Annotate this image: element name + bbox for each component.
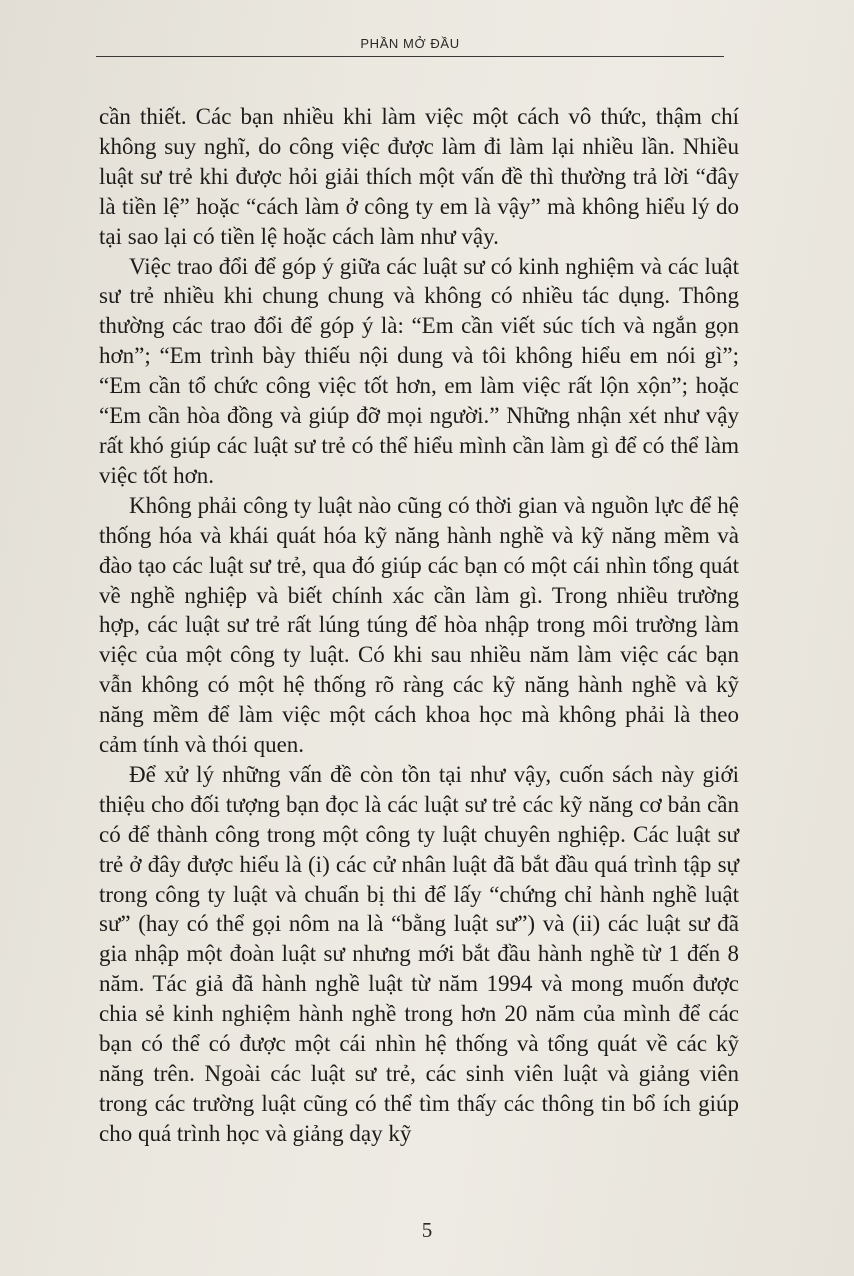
page-number: 5	[421, 1218, 433, 1242]
running-header	[96, 26, 724, 57]
body-text	[99, 102, 739, 1149]
paragraph-continuation: cần thiết. Các bạn nhiều khi làm việc một cách vô thức, thậm chí không suy nghĩ, do công việc được làm đi làm lại nhiều lần. Nhiều luật sư trẻ khi được hỏi giải thích một vấn đề thì thường trả lời “đây là tiền lệ” hoặc “cách làm ở công ty em là vậy” mà không hiểu lý do tại sao lại có tiền lệ hoặc cách làm như vậy.	[99, 104, 739, 249]
paragraph-book-purpose: Để xử lý những vấn đề còn tồn tại như vậy, cuốn sách này giới thiệu cho đối tượng bạn đọc là các luật sư trẻ các kỹ năng cơ bản cần có để thành công trong một công ty luật chuyên nghiệp. Các luật sư trẻ ở đây được hiểu là (i) các cử nhân luật đã bắt đầu quá trình tập sự trong công ty luật và chuẩn bị thi để lấy “chứng chỉ hành nghề luật sư” (hay có thể gọi nôm na là “bằng luật sư”) và (ii) các luật sư đã gia nhập một đoàn luật sư nhưng mới bắt đầu hành nghề từ 1 đến 8 năm. Tác giả đã hành nghề luật từ năm 1994 và mong muốn được chia sẻ kinh nghiệm hành nghề trong hơn 20 năm của mình để các bạn có thể có được một cái nhìn hệ thống và tổng quát về các kỹ năng trên. Ngoài các luật sư trẻ, các sinh viên luật và giảng viên trong các trường luật cũng có thể tìm thấy các thông tin bổ ích giúp cho quá trình học và giảng dạy kỹ	[99, 761, 739, 1146]
running-header-title: PHẦN MỞ ĐẦU	[360, 36, 460, 51]
paragraph-training: Không phải công ty luật nào cũng có thời gian và nguồn lực để hệ thống hóa và khái quát hóa kỹ năng hành nghề và kỹ năng mềm và đào tạo các luật sư trẻ, qua đó giúp các bạn có một cái nhìn tổng quát về nghề nghiệp và biết chính xác cần làm gì. Trong nhiều trường hợp, các luật sư trẻ rất lúng túng để hòa nhập trong môi trường làm việc của một công ty luật. Có khi sau nhiều năm làm việc các bạn vẫn không có một hệ thống rõ ràng các kỹ năng hành nghề và kỹ năng mềm để làm việc một cách khoa học mà không phải là theo cảm tính và thói quen.	[99, 492, 739, 758]
paragraph-feedback: Việc trao đổi để góp ý giữa các luật sư có kinh nghiệm và các luật sư trẻ nhiều khi chung chung và không có nhiều tác dụng. Thông thường các trao đổi để góp ý là: “Em cần viết súc tích và ngắn gọn hơn”; “Em trình bày thiếu nội dung và tôi không hiểu em nói gì”; “Em cần tổ chức công việc tốt hơn, em làm việc rất lộn xộn”; hoặc “Em cần hòa đồng và giúp đỡ mọi người.” Những nhận xét như vậy rất khó giúp các luật sư trẻ có thể hiểu mình cần làm gì để có thể làm việc tốt hơn.	[99, 253, 739, 488]
